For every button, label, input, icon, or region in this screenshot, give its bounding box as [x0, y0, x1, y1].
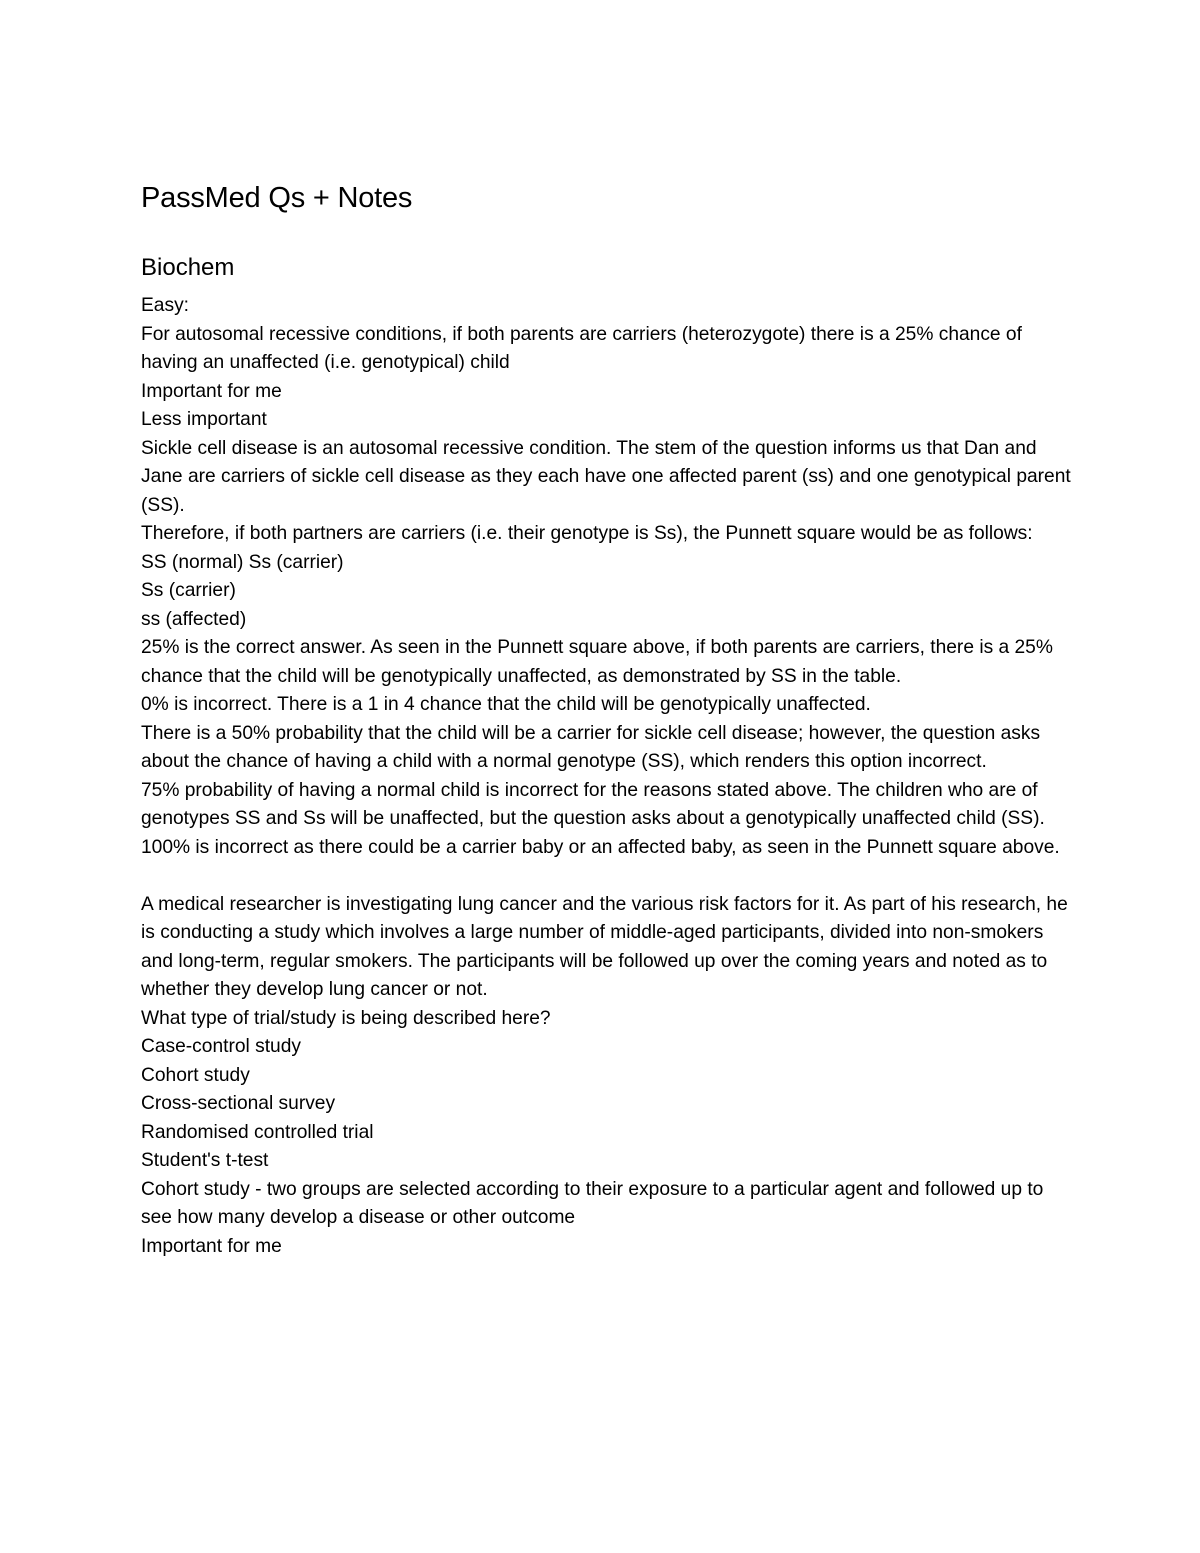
paragraph-choice-t-test: Student's t-test — [141, 1150, 269, 1171]
paragraph-option-50: There is a 50% probability that the child will be a carrier for sickle cell disease; however, the question asks about the chance of having a child with a normal genotype (SS), which renders this option incorrect. — [141, 722, 1041, 772]
paragraph-option-75: 75% probability of having a normal child is incorrect for the reasons stated above. The children who are of genotypes SS and Ss will be unaffected, but the question asks about a genotypically unaffected child (SS). — [141, 779, 1045, 829]
document-title: PassMed Qs + Notes — [141, 182, 413, 214]
paragraph-choice-cross-sectional: Cross-sectional survey — [141, 1093, 336, 1114]
paragraph-explanation: Sickle cell disease is an autosomal recessive condition. The stem of the question informs us that Dan and Jane are carriers of sickle cell disease as they each have one affected parent (ss) and one genotypical parent (SS). — [141, 437, 1071, 516]
paragraph-punnett-row-1: SS (normal) Ss (carrier) — [141, 551, 344, 573]
paragraph-important-tag: Important for me — [141, 380, 282, 402]
paragraph-choice-case-control: Case-control study — [141, 1036, 301, 1057]
section-heading-biochem: Biochem — [141, 254, 235, 281]
paragraph-option-0: 0% is incorrect. There is a 1 in 4 chance that the child will be genotypically unaffected. — [141, 694, 871, 715]
paragraph-option-100: 100% is incorrect as there could be a carrier baby or an affected baby, as seen in the Punnett square above. — [141, 836, 1060, 858]
paragraph-correct-answer: 25% is the correct answer. As seen in the Punnett square above, if both parents are carriers, there is a 25% chance that the child will be genotypically unaffected, as demonstrated by SS in the table. — [141, 637, 1053, 687]
paragraph-important-tag-2: Important for me — [141, 1235, 282, 1257]
paragraph-choice-rct: Randomised controlled trial — [141, 1121, 374, 1143]
document-body — [141, 292, 1071, 1261]
paragraph-punnett-row-2: Ss (carrier) — [141, 580, 236, 601]
paragraph-question: What type of trial/study is being described here? — [141, 1007, 551, 1029]
document-page — [141, 178, 1071, 1261]
paragraph-question-stem: A medical researcher is investigating lung cancer and the various risk factors for it. As part of his research, he is conducting a study which involves a large number of middle-aged participants, divided into non-smokers and long-term, regular smokers. The participants will be followed up over the coming years and noted as to whether they develop lung cancer or not. — [141, 893, 1068, 1000]
blank-line — [141, 862, 1071, 891]
paragraph-summary: For autosomal recessive conditions, if both parents are carriers (heterozygote) there is a 25% chance of having an unaffected (i.e. genotypical) child — [141, 323, 1022, 373]
paragraph-easy-label: Easy: — [141, 295, 189, 316]
paragraph-punnett-row-3: ss (affected) — [141, 608, 247, 630]
paragraph-punnett-intro: Therefore, if both partners are carriers (i.e. their genotype is Ss), the Punnett square would be as follows: — [141, 523, 1033, 544]
paragraph-cohort-definition: Cohort study - two groups are selected according to their exposure to a particular agent and followed up to see how many develop a disease or other outcome — [141, 1178, 1044, 1228]
paragraph-less-important-tag: Less important — [141, 409, 267, 430]
paragraph-choice-cohort: Cohort study — [141, 1064, 250, 1086]
